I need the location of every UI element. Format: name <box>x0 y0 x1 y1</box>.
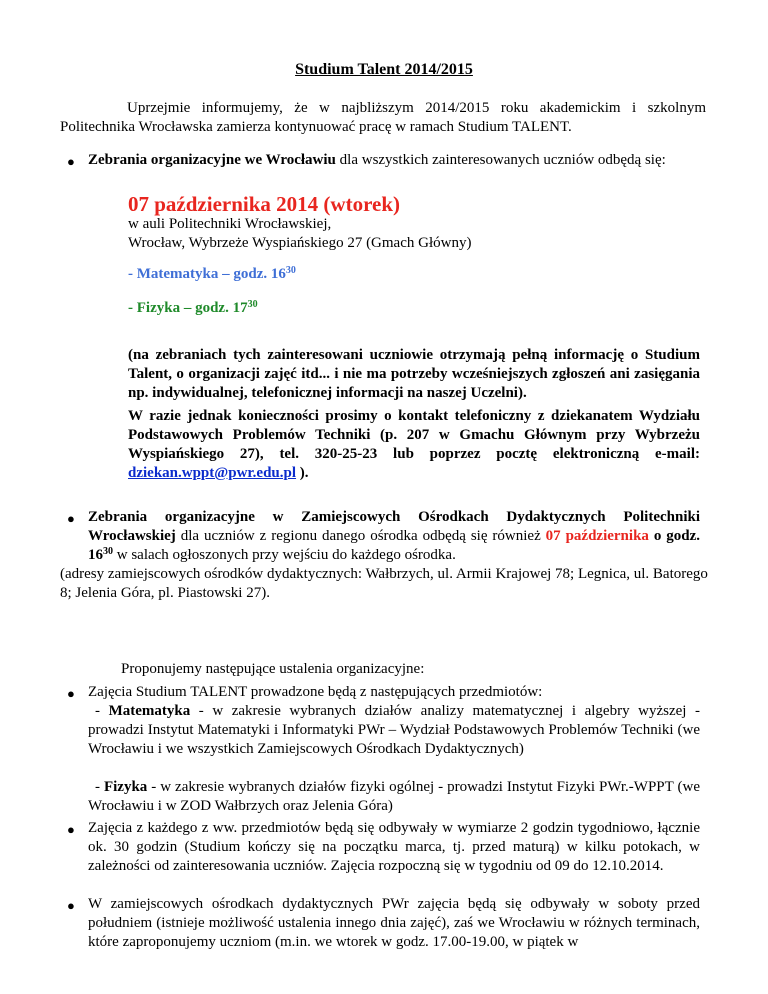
meeting-wroclaw-rest: dla wszystkich zainteresowanych uczniów odbędą się: <box>335 152 666 168</box>
subject-physics-name: Fizyka <box>103 779 148 795</box>
meeting-note-info: (na zebraniach tych zainteresowani uczniowie otrzymają pełną informację o Studium Talent, o organizacji zajęć itd... i nie ma potrzeby wcześniejszych zgłoszeń ani zasięgania np. indywidualnej, telefonicznej informacji na naszej Uczelni). <box>128 347 700 401</box>
regional-rest-end: w salach ogłoszonych przy wejściu do każdego ośrodka. <box>113 547 456 563</box>
regional-time: godz. 16 <box>88 528 701 563</box>
contact-text: W razie jednak konieczności prosimy o kontakt telefoniczny z dziekanatem Wydziału Podstawowych Problemów Techniki (p. 207 w Gmachu Głównym przy Wybrzeżu Wyspiańskiego 27), tel. 320-25-23 lub poprzez pocztę elektroniczną e-mail: <box>128 408 700 462</box>
meeting-wroclaw-lead <box>88 151 718 170</box>
proposal-intro: Proponujemy następujące ustalenia organizacyjne: <box>121 661 425 677</box>
physics-dash: - <box>128 300 137 316</box>
meeting-place-1: w auli Politechniki Wrocławskiej, <box>128 216 332 232</box>
math-dash: - <box>128 266 137 282</box>
regional-bold: Zebrania organizacyjne w Zamiejscowych Ośrodkach Dydaktycznych Politechniki Wrocławskiej <box>88 509 700 544</box>
schedule-paragraph: Zajęcia z każdego z ww. przedmiotów będą się odbywały w wymiarze 2 godzin tygodniowo, łącznie ok. 30 godzin (Studium kończy się na początku marca, tj. przed maturą) w kilku potokach, w zależności od zainteresowania uczniów. Zajęcia rozpoczną się w tygodniu od 09 do 12.10.2014. <box>88 820 700 874</box>
locations-paragraph: W zamiejscowych ośrodkach dydaktycznych PWr zajęcia będą się odbywały w soboty przed południem (istnieje możliwość ustalenia innego dnia zajęć), zaś we Wrocławiu w różnych terminach, które zaproponujemy uczniom (m.in. we wtorek w godz. 17.00-19.00, w piątek w <box>88 896 700 950</box>
subject-math-text: - w zakresie wybranych działów analizy matematycznej i algebry wyższej - prowadzi Instytut Matematyki i Informatyki PWr – Wydział Podstawowych Problemów Techniki (we Wrocławiu i we wszystkich Zamiejscowych Ośrodkach Dydaktycznych) <box>88 703 700 757</box>
subject-physics-dash: - <box>95 779 104 795</box>
regional-date: 07 października <box>545 528 649 544</box>
subject-math <box>88 702 700 759</box>
regional-rest: dla uczniów z regionu danego ośrodka odbędą się również <box>175 528 546 544</box>
math-meeting-time <box>128 265 296 284</box>
subject-physics-text: - w zakresie wybranych działów fizyki ogólnej - prowadzi Instytut Fizyki PWr.-WPPT (we Wrocławiu i w ZOD Wałbrzych oraz Jelenia Góra) <box>88 779 700 814</box>
email-link[interactable]: dziekan.wppt@pwr.edu.pl <box>128 465 297 481</box>
subjects-intro: Zajęcia Studium TALENT prowadzone będą z następujących przedmiotów: <box>88 684 543 700</box>
physics-meeting-time <box>128 299 258 318</box>
regional-o: o <box>653 528 667 544</box>
meeting-wroclaw-bold: Zebrania organizacyjne we Wrocławiu <box>88 152 336 168</box>
meeting-date: 07 października 2014 (wtorek) <box>128 192 401 216</box>
bullet-marker: ● <box>67 686 75 701</box>
meeting-note-contact <box>128 407 700 483</box>
regional-time-sup: 30 <box>103 546 113 557</box>
math-time-sup: 30 <box>285 265 296 276</box>
contact-text-end: ). <box>296 465 309 481</box>
bullet-marker: ● <box>67 898 75 913</box>
page-title: Studium Talent 2014/2015 <box>295 61 473 78</box>
bullet-marker: ● <box>67 511 75 526</box>
subject-math-dash: - <box>95 703 109 719</box>
meeting-place-2: Wrocław, Wybrzeże Wyspiańskiego 27 (Gmach Główny) <box>128 235 472 251</box>
subject-math-name: Matematyka <box>108 703 191 719</box>
bullet-marker: ● <box>67 154 75 169</box>
physics-time-label: Fizyka – godz. 17 <box>136 300 248 316</box>
bullet-marker: ● <box>67 822 75 837</box>
regional-addresses: (adresy zamiejscowych ośrodków dydaktycznych: Wałbrzych, ul. Armii Krajowej 78; Legnica, ul. Batorego 8; Jelenia Góra, pl. Piastowski 27). <box>60 566 708 601</box>
subject-physics <box>88 778 700 816</box>
intro-paragraph: Uprzejmie informujemy, że w najbliższym 2014/2015 roku akademickim i szkolnym Politechnika Wrocławska zamierza kontynuować pracę w ramach Studium TALENT. <box>60 100 706 135</box>
physics-time-sup: 30 <box>247 299 258 310</box>
meeting-regional <box>88 508 700 565</box>
math-time-label: Matematyka – godz. 16 <box>136 266 286 282</box>
